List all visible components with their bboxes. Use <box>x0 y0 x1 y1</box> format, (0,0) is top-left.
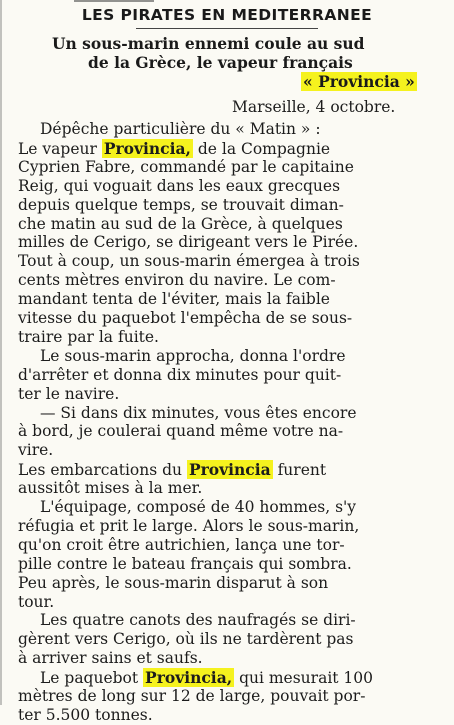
body-text: Dépêche particulière du « Matin » : <box>40 120 321 138</box>
headline-divider <box>136 28 318 29</box>
body-text: Reig, qui voguait dans les eaux grecques <box>18 176 341 195</box>
body-line <box>0 385 454 404</box>
dateline: Marseille, 4 octobre. <box>232 98 396 116</box>
body-line <box>0 252 454 271</box>
body-text: d'arrêter et donna dix minutes pour quit- <box>18 365 342 384</box>
body-text: réfugia et prit le large. Alors le sous-marin, <box>18 516 360 535</box>
body-line <box>0 498 454 517</box>
body-line <box>0 574 454 593</box>
body-text: ter le navire. <box>18 384 120 403</box>
body-text: gèrent vers Cerigo, où ils ne tardèrent pas <box>18 630 354 649</box>
body-text: Le paquebot <box>40 669 144 688</box>
body-text: Le vapeur <box>18 139 102 158</box>
body-text: mandant tenta de l'éviter, mais la faible <box>18 290 330 309</box>
body-line <box>0 196 454 215</box>
body-line <box>0 215 454 234</box>
body-line <box>0 593 454 612</box>
body-text: L'équipage, composé de 40 hommes, s'y <box>40 498 357 516</box>
body-line <box>0 611 454 630</box>
body-text: cents mètres environ du navire. Le com- <box>18 271 336 290</box>
body-line <box>0 177 454 196</box>
highlighted-ship-name: Provincia, <box>103 138 191 158</box>
body-line <box>0 555 454 574</box>
body-line <box>0 309 454 328</box>
subheadline-line-2: de la Grèce, le vapeur français <box>88 53 353 72</box>
cut-off-text-remnant <box>74 0 154 2</box>
body-text: pille contre le bateau français qui sombra. <box>18 554 352 573</box>
body-text: furent <box>272 461 327 480</box>
body-text: milles de Cerigo, se dirigeant vers le Pirée. <box>18 233 359 252</box>
body-text: che matin au sud de la Grèce, à quelques <box>18 214 343 233</box>
body-line <box>0 158 454 177</box>
body-line <box>0 706 454 725</box>
subheadline-line-1: Un sous-marin ennemi coule au sud <box>52 34 365 53</box>
body-text: à bord, je coulerai quand même votre na- <box>18 422 344 441</box>
body-text: ter 5.500 tonnes. <box>18 705 153 724</box>
body-text: Le sous-marin approcha, donna l'ordre <box>40 346 346 365</box>
body-line <box>0 630 454 649</box>
body-text: vitesse du paquebot l'empêcha de se sous- <box>18 309 353 327</box>
body-text: — Si dans dix minutes, vous êtes encore <box>40 403 357 422</box>
body-line <box>0 139 454 159</box>
body-text: qui mesurait 100 <box>234 669 374 688</box>
body-line <box>0 536 454 555</box>
body-text: vire. <box>18 441 54 460</box>
body-line <box>0 517 454 536</box>
body-text: mètres de long sur 12 de large, pouvait por- <box>18 687 366 705</box>
highlighted-ship-name: Provincia, <box>145 668 233 688</box>
body-text: de la Compagnie <box>192 139 331 158</box>
body-text: tour. <box>18 592 55 611</box>
highlighted-ship-name: Provincia <box>188 460 271 480</box>
body-line <box>0 668 454 688</box>
body-text: Les embarcations du <box>18 461 187 480</box>
body-line <box>0 366 454 385</box>
body-line <box>0 441 454 460</box>
body-line <box>0 649 454 668</box>
body-text: Peu après, le sous-marin disparut à son <box>18 573 329 592</box>
body-text: à arriver sains et saufs. <box>18 649 203 668</box>
body-text: Les quatre canots des naufragés se diri- <box>40 611 356 630</box>
subheadline-ship-name <box>301 72 417 91</box>
body-line <box>0 404 454 423</box>
body-line <box>0 328 454 347</box>
body-line <box>0 460 454 480</box>
body-text: Cyprien Fabre, commandé par le capitaine <box>18 157 354 176</box>
body-text: depuis quelque temps, se trouvait diman- <box>18 195 344 214</box>
body-text: aussitôt mises à la mer. <box>18 479 203 498</box>
body-line <box>0 290 454 309</box>
body-line <box>0 233 454 252</box>
body-text: qu'on croit être autrichien, lança une tor- <box>18 535 345 554</box>
body-line <box>0 422 454 441</box>
body-line <box>0 687 454 706</box>
highlighted-ship-name: « Provincia » <box>303 72 415 91</box>
body-line <box>0 120 454 139</box>
body-text: Tout à coup, un sous-marin émergea à trois <box>18 252 360 271</box>
body-line <box>0 347 454 366</box>
body-text: traire par la fuite. <box>18 327 159 346</box>
body-line <box>0 271 454 290</box>
body-line <box>0 479 454 498</box>
article-headline: LES PIRATES EN MEDITERRANEE <box>81 6 373 24</box>
